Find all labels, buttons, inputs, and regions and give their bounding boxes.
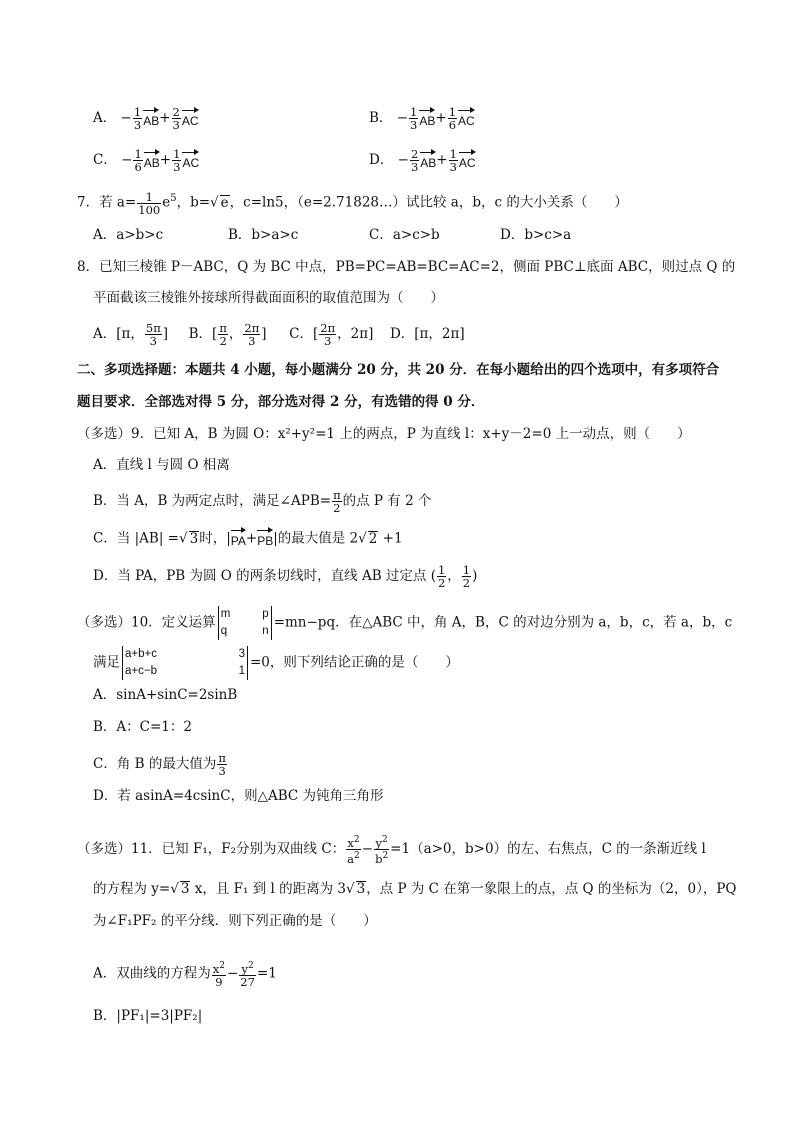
fraction: $\frac{1}{6}$	[134, 147, 142, 174]
option-label: A．	[93, 110, 117, 126]
section-heading-line2: 题目要求．全部选对得 5 分，部分选对得 2 分，有选错的得 0 分．	[77, 394, 485, 410]
fraction: $\frac{1}{3}$	[173, 147, 181, 174]
q7-stem: 7．若 a= $\frac{1}{100}$ $e^5$，b=√ e，c=ln5，（e=2.71828…）试比较 a，b，c 的大小关系（ ）	[77, 189, 628, 217]
q10-option-a: A．sinA+sinC=2sinB	[93, 687, 238, 703]
q8-stem-line2: 平面截该三棱锥外接球所得截面面积的取值范围为（ ）	[93, 290, 444, 306]
vector-ab: AB	[143, 108, 159, 130]
vector-ac: AC	[182, 150, 199, 172]
vector-ab: AB	[419, 108, 435, 130]
q11-option-a: A．双曲线的方程为 $\frac{x^2}{9}$ − $\frac{y^2}{27}$ =1	[93, 961, 277, 989]
q6-option-a: A． − $\frac{1}{3}$ AB+ $\frac{2}{3}$ AC	[93, 105, 199, 132]
q9-option-c: C．当 |AB| =√ 3时，|PA+PB|的最大值是 2√ 2 +1	[93, 528, 403, 550]
q6-option-b: B． − $\frac{1}{3}$ AB+ $\frac{1}{6}$ AC	[369, 105, 475, 132]
q8-options	[93, 322, 465, 347]
q7-option-d: D．b>c>a	[500, 227, 572, 243]
q6-option-c: C． − $\frac{1}{6}$ AB+ $\frac{1}{3}$ AC	[93, 147, 200, 174]
option-label: C．	[93, 152, 117, 168]
q8-option-d: D．[π，2π]	[389, 326, 465, 342]
section-heading-line1: 二、多项选择题：本题共 4 小题，每小题满分 20 分，共 20 分．在每小题给出的四个选项中，有多项符合	[77, 362, 720, 378]
vector-ab: AB	[420, 150, 436, 172]
determinant: m p q n	[218, 606, 272, 640]
vector-ac: AC	[459, 150, 476, 172]
q11-option-b: B．|PF₁|=3|PF₂|	[93, 1008, 203, 1024]
q10-option-c: C．角 B 的最大值为 $\frac{\pi}{3}$	[93, 751, 226, 778]
fraction: $\frac{2}{3}$	[172, 105, 180, 132]
option-label: B．	[369, 110, 393, 126]
vector-pa: PA	[231, 528, 246, 550]
vector-ac: AC	[182, 108, 199, 130]
fraction: $\frac{1}{3}$	[410, 105, 418, 132]
q10-stem-line1: （多选）10．定义运算 m p q n =mn−pq．在△ABC 中，角 A，B，C 的对边分别为 a，b，c，若 a，b，c	[77, 606, 732, 640]
fraction: $\frac{1}{6}$	[448, 105, 457, 132]
q8-option-c: C．[ $\frac{2\pi}{3}$ ，2π]	[289, 321, 374, 348]
q8-stem-line1: 8．已知三棱锥 P－ABC，Q 为 BC 中点，PB=PC=AB=BC=AC=2，侧面 PBC⊥底面 ABC，则过点 Q 的	[77, 259, 736, 275]
q7-option-a: A．a>b>c	[93, 227, 164, 243]
option-label: D．	[369, 152, 394, 168]
fraction: $\frac{1}{100}$	[138, 189, 161, 217]
vector-pb: PB	[257, 528, 273, 550]
q9-option-a: A．直线 l 与圆 O 相离	[93, 457, 230, 473]
determinant: a+b+c 3 a+c−b 1	[122, 646, 248, 680]
q11-stem-line1: （多选）11．已知 F₁，F₂分别为双曲线 C： $\frac{x^2}{a^2}$ − $\frac{y^2}{b^2}$ =1（a>0，b>0）的左、右焦点，C 的一条渐近线 l	[77, 835, 706, 866]
fraction: $\frac{1}{3}$	[133, 105, 142, 132]
vector-ac: AC	[458, 108, 475, 130]
q8-option-b: B．[ $\frac{\pi}{2}$ ， $\frac{2\pi}{3}$ ]	[188, 321, 267, 348]
q11-stem-line2: 的方程为 y=√ 3 x，且 F₁ 到 l 的距离为 3√ 3，点 P 为 C 在第一象限上的点，点 Q 的坐标为（2，0），PQ	[93, 881, 737, 897]
q10-option-d: D．若 asinA=4csinC，则△ABC 为钝角三角形	[93, 788, 384, 804]
q11-stem-line3: 为∠F₁PF₂ 的平分线．则下列正确的是（ ）	[93, 913, 377, 929]
fraction: $\frac{1}{3}$	[449, 147, 457, 174]
q9-option-d: D．当 PA，PB 为圆 O 的两条切线时，直线 AB 过定点 ( $\frac{1}{2}$ ， $\frac{1}{2}$ )	[93, 563, 478, 590]
q10-option-b: B．A：C=1：2	[93, 719, 192, 735]
q7-option-b: B．b>a>c	[228, 227, 299, 243]
q8-option-a: A．[π， $\frac{5\pi}{3}$ ]	[93, 321, 169, 348]
vector-ab: AB	[144, 150, 160, 172]
q7-option-c: C．a>c>b	[369, 227, 440, 243]
fraction: $\frac{2}{3}$	[410, 147, 419, 174]
q9-stem: （多选）9．已知 A，B 为圆 O：x²+y²=1 上的两点，P 为直线 l：x+y－2=0 上一动点，则（ ）	[77, 426, 691, 442]
q10-stem-line2: 满足 a+b+c 3 a+c−b 1 =0，则下列结论正确的是（ ）	[93, 646, 459, 680]
sqrt: e	[220, 194, 229, 211]
q9-option-b: B．当 A，B 为两定点时，满足∠APB= $\frac{\pi}{2}$ 的点 P 有 2 个	[93, 488, 432, 515]
q6-option-d: D． − $\frac{2}{3}$ AB+ $\frac{1}{3}$ AC	[369, 147, 476, 174]
